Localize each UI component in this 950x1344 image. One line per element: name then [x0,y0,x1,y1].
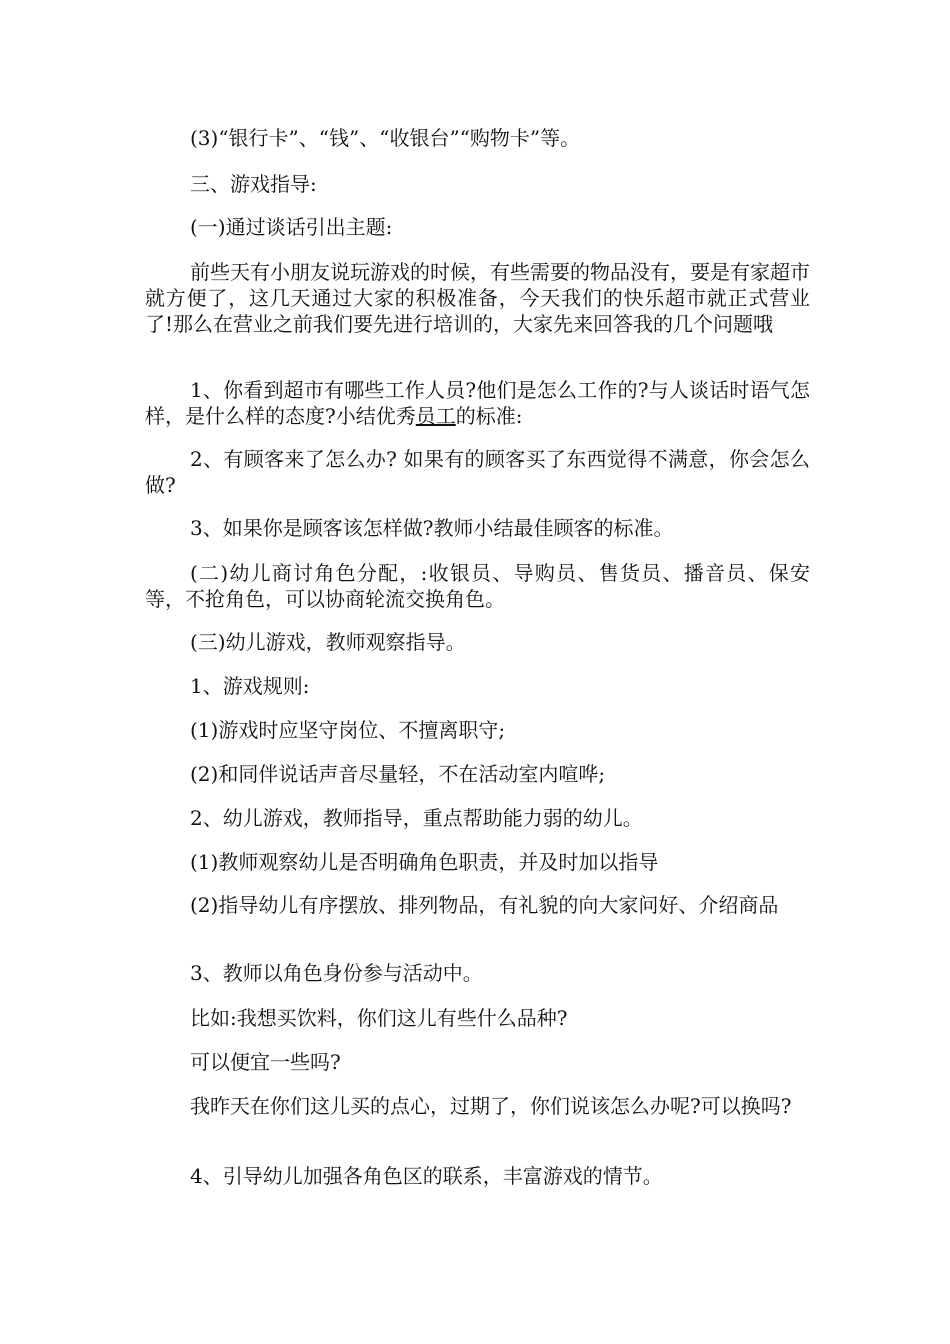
subheading-children-play: (三)幼儿游戏，教师观察指导。 [190,630,466,654]
paragraph-rule-1: (1)游戏时应坚守岗位、不擅离职守; [190,718,506,742]
paragraph-intro-talk: 前些天有小朋友说玩游戏的时候，有些需要的物品没有，要是有家超市就方便了，这几天通过大家的积极准备，今天我们的快乐超市就正式营业了!那么在营业之前我们要先进行培训的，大家先来回答我的几个问题哦 [145,260,810,336]
question-1-text: 1、你看到超市有哪些工作人员?他们是怎么工作的?与人谈话时语气怎样，是什么样的态度?小结优秀 [145,378,810,428]
paragraph-example-cheaper: 可以便宜一些吗? [190,1050,341,1074]
paragraph-children-game: 2、幼儿游戏，教师指导，重点帮助能力弱的幼儿。 [190,806,643,830]
paragraph-teacher-role: 3、教师以角色身份参与活动中。 [190,961,483,985]
question-1-tail: 的标准: [455,404,523,428]
paragraph-guide-arrangement: (2)指导幼儿有序摆放、排列物品，有礼貌的向大家问好、介绍商品 [190,893,779,917]
paragraph-question-3: 3、如果你是顾客该怎样做?教师小结最佳顾客的标准。 [190,516,674,540]
paragraph-role-assignment: (二)幼儿商讨角色分配，:收银员、导购员、售货员、播音员、保安等，不抢角色，可以协商轮流交换角色。 [145,561,810,611]
paragraph-game-rules: 1、游戏规则: [190,674,310,698]
subheading-introduce-theme: (一)通过谈话引出主题: [190,215,393,239]
paragraph-rule-2: (2)和同伴说话声音尽量轻，不在活动室内喧哗; [190,762,606,786]
paragraph-example-expired: 我昨天在你们这儿买的点心，过期了，你们说该怎么办呢?可以换吗? [190,1094,792,1118]
paragraph-question-1 [145,377,810,429]
paragraph-strengthen-links: 4、引导幼儿加强各角色区的联系，丰富游戏的情节。 [190,1164,663,1188]
paragraph-question-2: 2、有顾客来了怎么办? 如果有的顾客买了东西觉得不满意，你会怎么做? [145,447,810,497]
paragraph-example-drinks: 比如:我想买饮料，你们这儿有些什么品种? [190,1006,568,1030]
paragraph-materials-3: (3)“银行卡”、“钱”、“收银台”“购物卡”等。 [190,126,581,150]
paragraph-observe: (1)教师观察幼儿是否明确角色职责，并及时加以指导 [190,850,659,874]
employee-link[interactable]: 员工 [415,404,456,428]
section-heading-game-guidance: 三、游戏指导: [190,172,317,196]
